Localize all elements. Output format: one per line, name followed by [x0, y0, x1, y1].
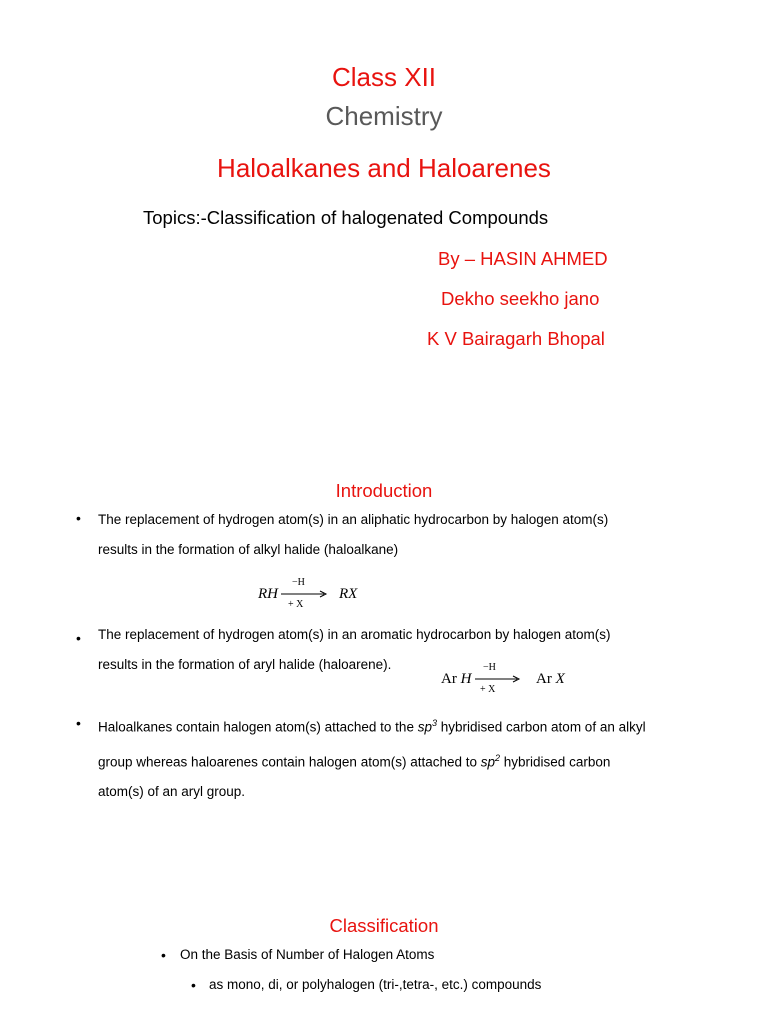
- topics-line: Topics:-Classification of halogenated Compounds: [143, 207, 549, 228]
- bullet-dot: •: [191, 977, 196, 993]
- class-title: Class XII: [331, 62, 437, 92]
- bullet-2-line-2: results in the formation of aryl halide (haloarene).: [98, 657, 392, 672]
- bullet-1-text: [98, 505, 608, 565]
- bullet-1-line-1: The replacement of hydrogen atom(s) in an aliphatic hydrocarbon by halogen atom(s): [98, 512, 609, 527]
- school-line: K V Bairagarh Bhopal: [427, 328, 605, 349]
- bullet-dot: •: [161, 947, 166, 963]
- chapter-heading: Haloalkanes and Haloarenes: [217, 153, 551, 183]
- classification-bullet-1: On the Basis of Number of Halogen Atoms: [180, 947, 435, 962]
- bullet-3-line-1: Haloalkanes contain halogen atom(s) attached to the $sp^3$ hybridised carbon atom of an alkyl: [98, 718, 646, 735]
- eq2-reactant: Ar H: [441, 671, 472, 687]
- eq2-above: −H: [483, 662, 496, 673]
- eq2-below: + X: [480, 684, 496, 695]
- eq2-product: Ar X: [536, 671, 565, 687]
- tagline: Dekho seekho jano: [441, 288, 600, 309]
- classification-bullet-2: as mono, di, or polyhalogen (tri-,tetra-, etc.) compounds: [209, 977, 542, 992]
- eq1-below: + X: [288, 599, 304, 610]
- bullet-3-line-3: atom(s) of an aryl group.: [98, 784, 246, 799]
- bullet-3-text: [98, 708, 646, 807]
- bullet-3-line-2: group whereas haloarenes contain halogen atom(s) attached to $sp^2$ hybridised carbon: [98, 752, 611, 769]
- eq1-above: −H: [292, 577, 305, 588]
- bullet-dot: •: [76, 630, 81, 646]
- introduction-heading: Introduction: [335, 480, 433, 501]
- bullet-2-text: [98, 620, 611, 680]
- bullet-dot: •: [76, 510, 81, 526]
- bullet-2-line-1: The replacement of hydrogen atom(s) in an aromatic hydrocarbon by halogen atom(s): [98, 627, 611, 642]
- bullet-1-line-2: results in the formation of alkyl halide (haloalkane): [98, 542, 399, 557]
- classification-heading: Classification: [329, 915, 439, 936]
- bullet-dot: •: [76, 715, 81, 731]
- eq1-product: RX: [339, 586, 358, 602]
- author-line: By – HASIN AHMED: [438, 248, 608, 269]
- eq1-reactant: RH: [258, 586, 278, 602]
- subject-title: Chemistry: [325, 101, 443, 131]
